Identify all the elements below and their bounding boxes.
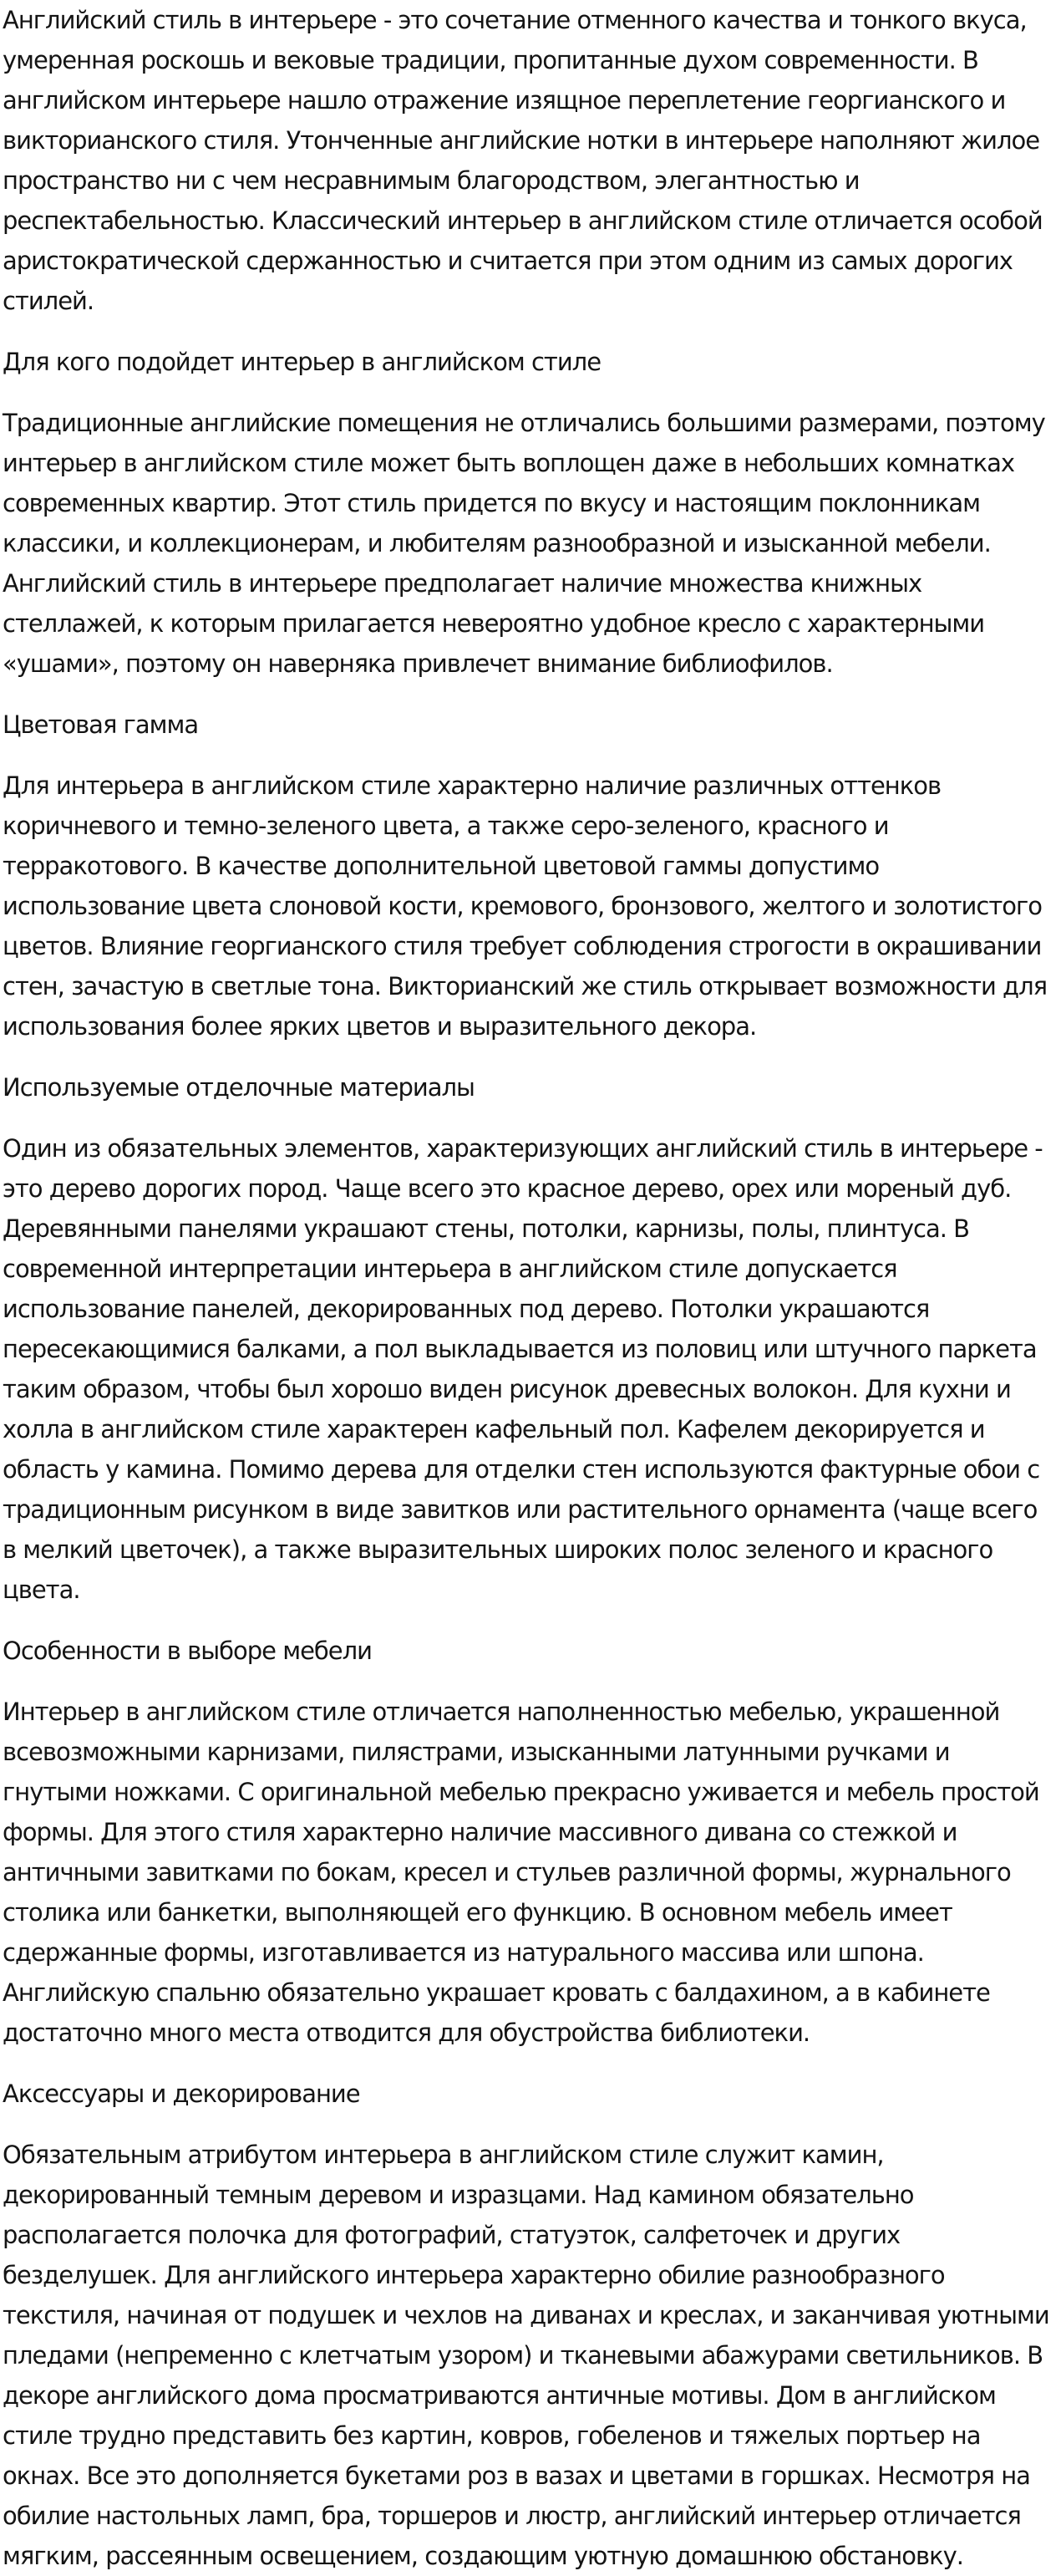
section-heading: Особенности в выборе мебели — [3, 1637, 373, 1665]
section-heading: Используемые отделочные материалы — [3, 1073, 475, 1102]
paragraph: Для интерьера в английском стиле характерно наличие различных оттенков коричневого и темно-зеленого цвета, а также серо-зеленого, красного и терракотового. В качестве дополнительной цветовой гаммы допустимо использование цвета слоновой кости, кремового, бронзового, желтого и золотистого цветов. Влияние георгианского стиля требует соблюдения строгости в окрашивании стен, зачастую в светлые тона. Викторианский же стиль открывает возможности для использования более ярких цветов и выразительного декора. — [3, 771, 1048, 1041]
section-heading: Для кого подойдет интерьер в английском стиле — [3, 348, 602, 376]
paragraph: Интерьер в английском стиле отличается наполненностью мебелью, украшенной всевозможными карнизами, пилястрами, изысканными латунными ручками и гнутыми ножками. С оригинальной мебелью прекрасно уживается и мебель простой формы. Для этого стиля характерно наличие массивного дивана со стежкой и античными завитками по бокам, кресел и стульев различной формы, журнального столика или банкетки, выполняющей его функцию. В основном мебель имеет сдержанные формы, изготавливается из натурального массива или шпона. Английскую спальню обязательно украшает кровать с балдахином, а в кабинете достаточно много места отводится для обустройства библиотеки. — [3, 1698, 1039, 2047]
paragraph: Английский стиль в интерьере - это сочетание отменного качества и тонкого вкуса, умеренная роскошь и вековые традиции, пропитанные духом современности. В английском интерьере нашло отражение изящное переплетение георгианского и викторианского стиля. Утонченные английские нотки в интерьере наполняют жилое пространство ни с чем несравнимым благородством, элегантностью и респектабельностью. Классический интерьер в английском стиле отличается особой аристократической сдержанностью и считается при этом одним из самых дорогих стилей. — [3, 6, 1043, 315]
paragraph: Традиционные английские помещения не отличались большими размерами, поэтому интерьер в английском стиле может быть воплощен даже в небольших комнатках современных квартир. Этот стиль придется по вкусу и настоящим поклонникам классики, и коллекционерам, и любителям разнообразной и изысканной мебели. Английский стиль в интерьере предполагает наличие множества книжных стеллажей, к которым прилагается невероятно удобное кресло с характерными «ушами», поэтому он наверняка привлечет внимание библиофилов. — [3, 409, 1045, 678]
paragraph: Обязательным атрибутом интерьера в английском стиле служит камин, декорированный темным деревом и изразцами. Над камином обязательно располагается полочка для фотографий, статуэток, салфеточек и других безделушек. Для английского интерьера характерно обилие разнообразного текстиля, начиная от подушек и чехлов на диванах и креслах, и заканчивая уютными пледами (непременно с клетчатым узором) и тканевыми абажурами светильников. В декоре английского дома просматриваются античные мотивы. Дом в английском стиле трудно представить без картин, ковров, гобеленов и тяжелых портьер на окнах. Все это дополняется букетами роз в вазах и цветами в горшках. Несмотря на обилие настольных ламп, бра, торшеров и люстр, английский интерьер отличается мягким, рассеянным освещением, создающим уютную домашнюю обстановку. — [3, 2141, 1049, 2570]
section-heading: Аксессуары и декорирование — [3, 2080, 360, 2108]
paragraph: Один из обязательных элементов, характеризующих английский стиль в интерьере - это дерево дорогих пород. Чаще всего это красное дерево, орех или мореный дуб. Деревянными панелями украшают стены, потолки, карнизы, полы, плинтуса. В современной интерпретации интерьера в английском стиле допускается использование панелей, декорированных под дерево. Потолки украшаются пересекающимися балками, а пол выкладывается из половиц или штучного паркета таким образом, чтобы был хорошо виден рисунок древесных волокон. Для кухни и холла в английском стиле характерен кафельный пол. Кафелем декорируется и область у камина. Помимо дерева для отделки стен используются фактурные обои с традиционным рисунком в виде завитков или растительного орнамента (чаще всего в мелкий цветочек), а также выразительных широких полос зеленого и красного цвета. — [3, 1134, 1043, 1604]
section-heading: Цветовая гамма — [3, 710, 199, 739]
